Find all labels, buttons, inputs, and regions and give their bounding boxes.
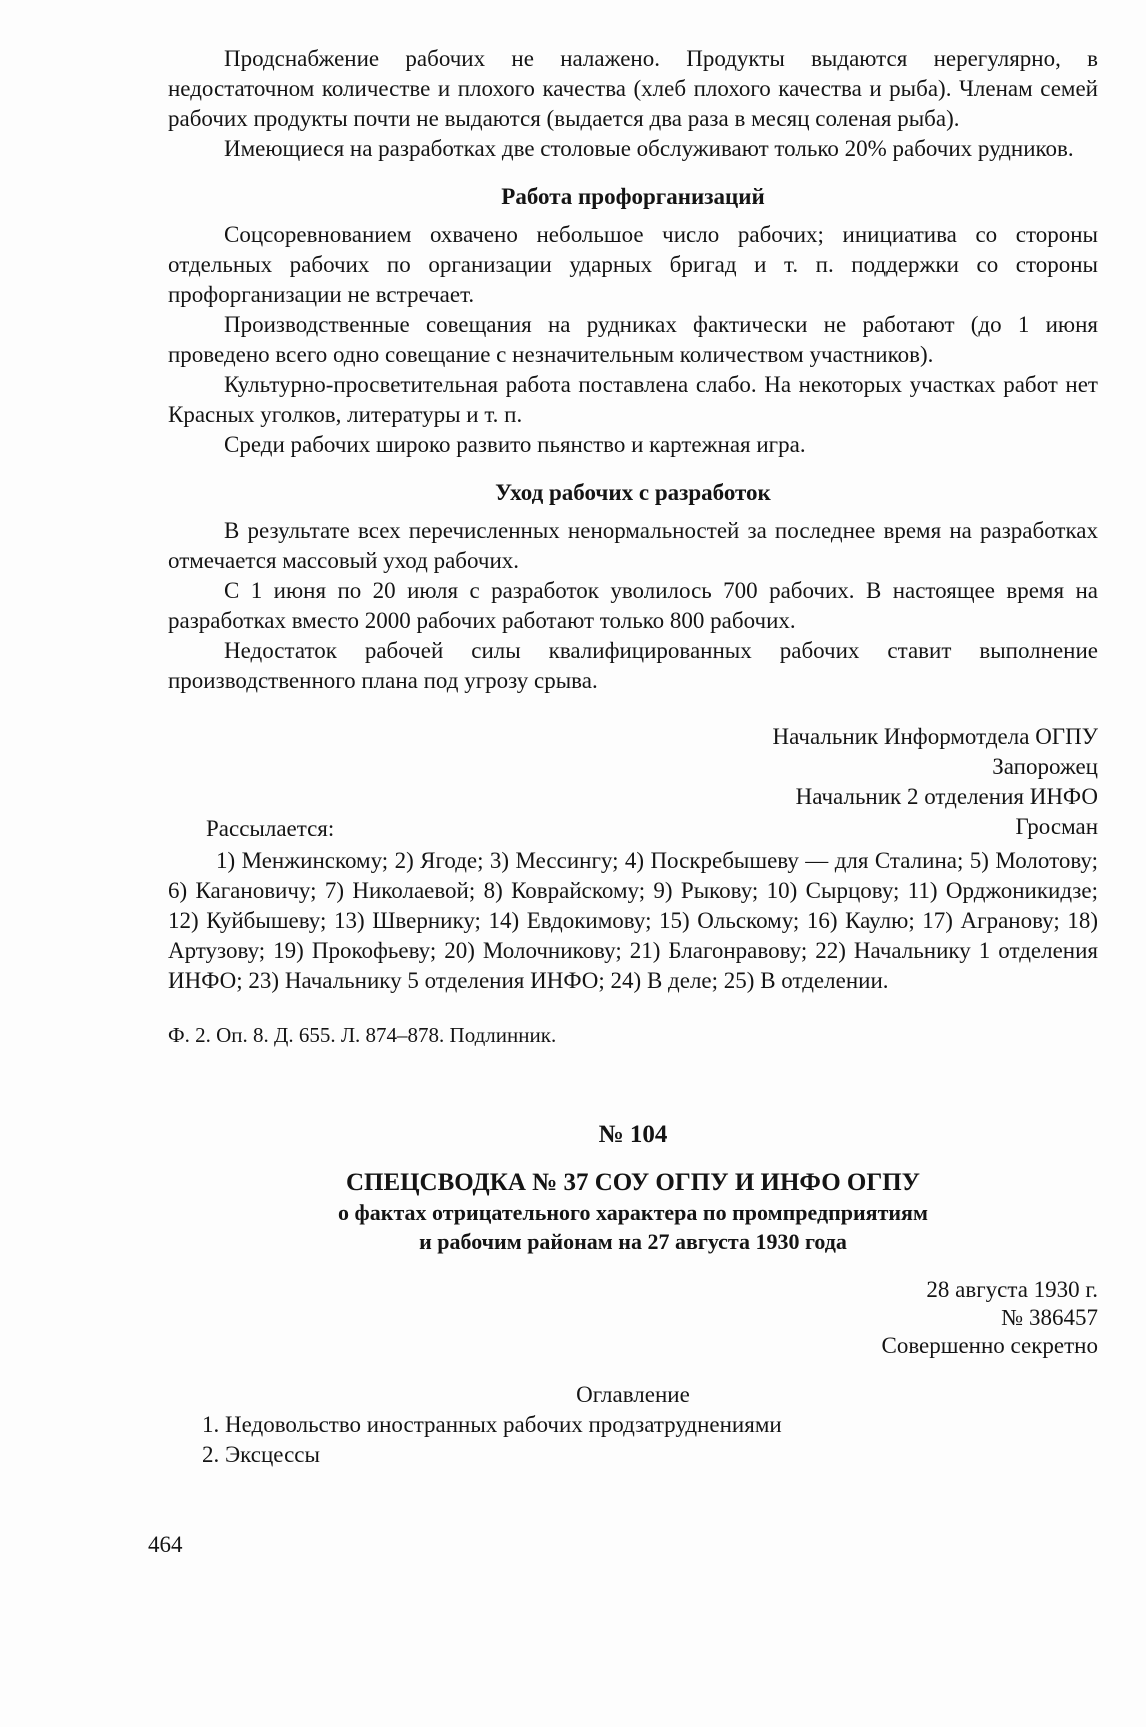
document-number: № 104 <box>598 1121 668 1148</box>
paragraph-competition: Соцсоревнованием охвачено небольшое число рабочих; инициатива со стороны отдельных рабочих по организации ударных бригад и т. п. поддержки со стороны профорганизации не встречает. <box>168 222 1098 307</box>
document-classification: Совершенно секретно <box>881 1333 1098 1358</box>
signature-name-1: Запорожец <box>992 754 1098 779</box>
signature-name-2: Гросман <box>1015 814 1098 839</box>
document-subtitle-line-2: и рабочим районам на 27 августа 1930 года <box>419 1229 847 1254</box>
signature-title-1: Начальник Информотдела ОГПУ <box>772 724 1098 749</box>
paragraph-dismissals: С 1 июня по 20 июля с разработок уволилось 700 рабочих. В настоящее время на разработках вместо 2000 рабочих работают только 800 рабочих. <box>168 578 1098 633</box>
paragraph-canteens: Имеющиеся на разработках две столовые обслуживают только 20% рабочих рудников. <box>224 136 1074 161</box>
paragraph-food-supply: Продснабжение рабочих не налажено. Продукты выдаются нерегулярно, в недостаточном количестве и плохого качества (хлеб плохого качества и рыба). Членам семей рабочих продукты почти не выдаются (выдается два раза в месяц соленая рыба). <box>168 46 1098 131</box>
paragraph-drinking: Среди рабочих широко развито пьянство и картежная игра. <box>224 432 806 457</box>
toc-item: 2. Эксцессы <box>202 1442 320 1467</box>
distribution-title: Рассылается: <box>206 816 335 841</box>
paragraph-mass-departure: В результате всех перечисленных ненормальностей за последнее время на разработках отмечается массовый уход рабочих. <box>168 518 1098 573</box>
paragraph-meetings: Производственные совещания на рудниках фактически не работают (до 1 июня проведено всего одно совещание с незначительным количеством участников). <box>168 312 1098 367</box>
archive-reference: Ф. 2. Оп. 8. Д. 655. Л. 874–878. Подлинник. <box>168 1023 557 1047</box>
signature-title-2: Начальник 2 отделения ИНФО <box>795 784 1098 809</box>
heading-trade-unions: Работа профорганизаций <box>501 184 765 209</box>
document-registration-number: № 386457 <box>1001 1305 1098 1330</box>
paragraph-labor-shortage: Недостаток рабочей силы квалифицированных рабочих ставит выполнение производственного плана под угрозу срыва. <box>168 638 1098 693</box>
document-meta <box>168 1276 1098 1360</box>
heading-departures: Уход рабочих с разработок <box>495 480 771 505</box>
paragraph-culture: Культурно-просветительная работа поставлена слабо. На некоторых участках работ нет Красных уголков, литературы и т. п. <box>168 372 1098 427</box>
toc-title: Оглавление <box>576 1382 690 1407</box>
page-number: 464 <box>148 1532 183 1557</box>
document-date: 28 августа 1930 г. <box>926 1277 1098 1302</box>
distribution-list: 1) Менжинскому; 2) Ягоде; 3) Мессингу; 4) Поскребышеву — для Сталина; 5) Молотову; 6) Кагановичу; 7) Николаевой; 8) Коврайскому; 9) Рыкову; 10) Сырцову; 11) Орджоникидзе; 12) Куйбышеву; 13) Швернику; 14) Евдокимову; 15) Ольскому; 16) Каулю; 17) Агранову; 18) Артузову; 19) Прокофьеву; 20) Молочникову; 21) Благонравову; 22) Начальнику 1 отделения ИНФО; 23) Начальнику 5 отделения ИНФО; 24) В деле; 25) В отделении. <box>168 848 1098 993</box>
page-content <box>168 44 1098 1470</box>
toc-item: 1. Недовольство иностранных рабочих продзатруднениями <box>202 1412 782 1437</box>
document-subtitle-line-1: о фактах отрицательного характера по промпредприятиям <box>338 1200 928 1225</box>
document-title: СПЕЦСВОДКА № 37 СОУ ОГПУ И ИНФО ОГПУ <box>345 1169 921 1196</box>
